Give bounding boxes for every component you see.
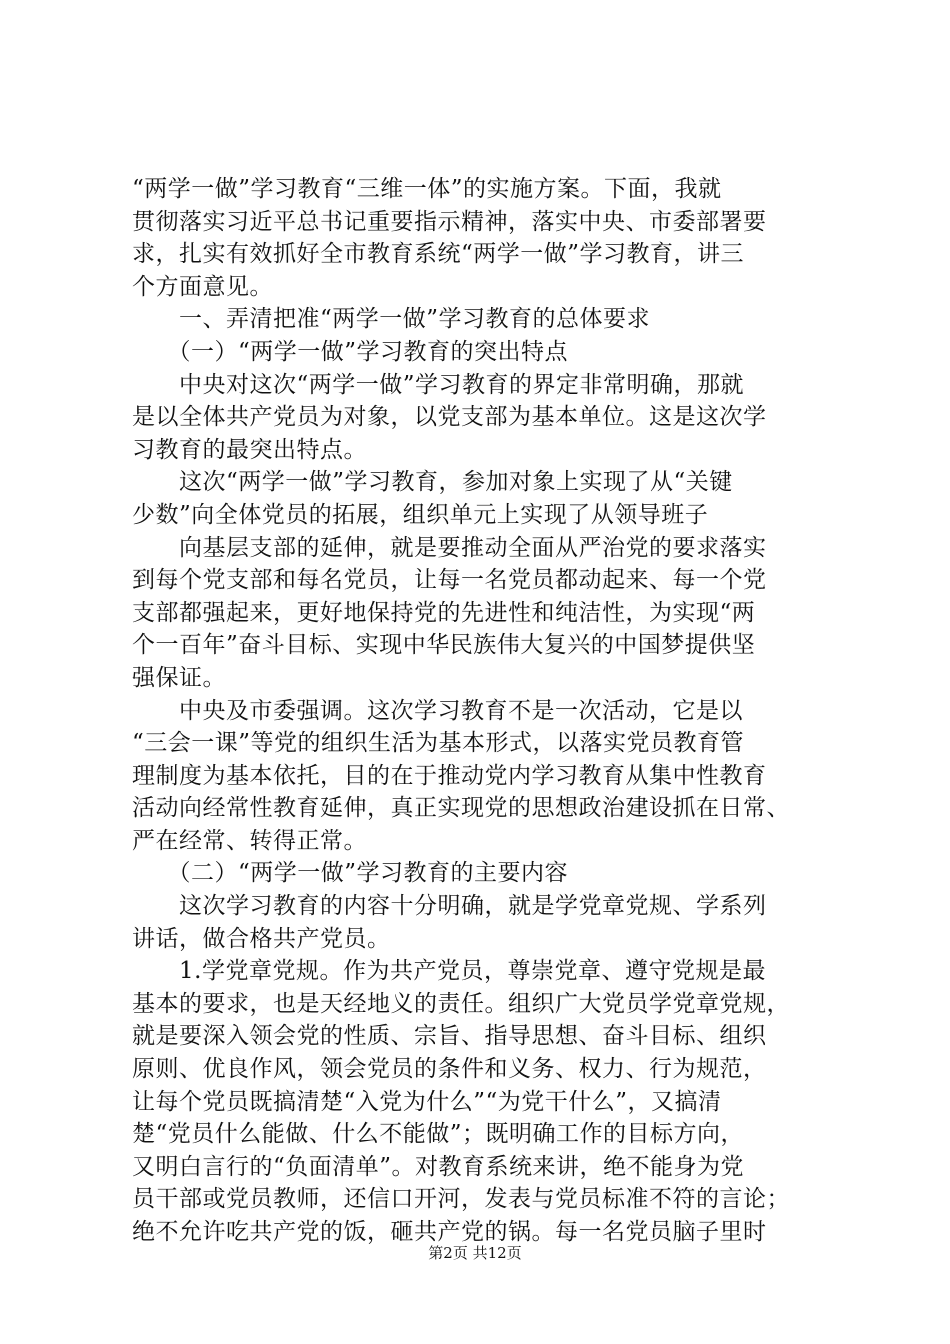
text-line: （一）“两学一做”学习教育的突出特点 [132,338,569,365]
text-line: 少数”向全体党员的拓展，组织单元上实现了从领导班子 [132,501,709,528]
text-line: 个一百年”奋斗目标、实现中华民族伟大复兴的中国梦提供坚 [132,632,756,659]
text-line: 这次学习教育的内容十分明确，就是学党章党规、学系列 [132,893,767,920]
text-line: 个方面意见。 [132,273,273,300]
text-line: 让每个党员既搞清楚“入党为什么”“为党干什么”，又搞清 [132,1088,722,1115]
text-line: 楚“党员什么能做、什么不能做”；既明确工作的目标方向， [132,1121,745,1148]
text-line: 讲话，做合格共产党员。 [132,925,391,952]
text-line: 1.学党章党规。作为共产党员，尊崇党章、遵守党规是最 [132,958,766,985]
text-line: 一、弄清把准“两学一做”学习教育的总体要求 [132,306,651,333]
text-line: 中央及市委强调。这次学习教育不是一次活动，它是以 [132,697,743,724]
text-line: 这次“两学一做”学习教育，参加对象上实现了从“关键 [132,469,733,496]
text-line: 习教育的最突出特点。 [132,436,367,463]
text-line: 中央对这次“两学一做”学习教育的界定非常明确，那就 [132,371,745,398]
text-line: 强保证。 [132,664,226,691]
text-line: （二）“两学一做”学习教育的主要内容 [132,860,569,887]
text-line: “三会一课”等党的组织生活为基本形式，以落实党员教育管 [132,730,745,757]
text-line: 求，扎实有效抓好全市教育系统“两学一做”学习教育，讲三 [132,241,745,268]
text-line: 理制度为基本依托，目的在于推动党内学习教育从集中性教育 [132,762,767,789]
text-line: 到每个党支部和每名党员，让每一名党员都动起来、每一个党 [132,567,767,594]
text-line: 又明白言行的“负面清单”。对教育系统来讲，绝不能身为党 [132,1153,745,1180]
text-line: 基本的要求，也是天经地义的责任。组织广大党员学党章党规， [132,990,790,1017]
text-line: 严在经常、转得正常。 [132,827,367,854]
text-line: “两学一做”学习教育“三维一体”的实施方案。下面，我就 [132,176,722,202]
text-line: 原则、优良作风，领会党员的条件和义务、权力、行为规范， [132,1056,767,1083]
text-line: 就是要深入领会党的性质、宗旨、指导思想、奋斗目标、组织 [132,1023,767,1050]
page-footer: 第2页 共12页 [428,1244,522,1262]
text-line: 员干部或党员教师，还信口开河，发表与党员标准不符的言论； [132,1186,790,1213]
text-line: 活动向经常性教育延伸，真正实现党的思想政治建设抓在日常、 [132,795,790,822]
text-line: 向基层支部的延伸，就是要推动全面从严治党的要求落实 [132,534,767,561]
document-body [132,173,832,1249]
text-line: 支部都强起来，更好地保持党的先进性和纯洁性，为实现“两 [132,599,756,626]
text-line: 贯彻落实习近平总书记重要指示精神，落实中央、市委部署要 [132,208,767,235]
text-line: 绝不允许吃共产党的饭，砸共产党的锅。每一名党员脑子里时 [132,1219,767,1245]
text-line: 是以全体共产党员为对象，以党支部为基本单位。这是这次学 [132,404,767,431]
